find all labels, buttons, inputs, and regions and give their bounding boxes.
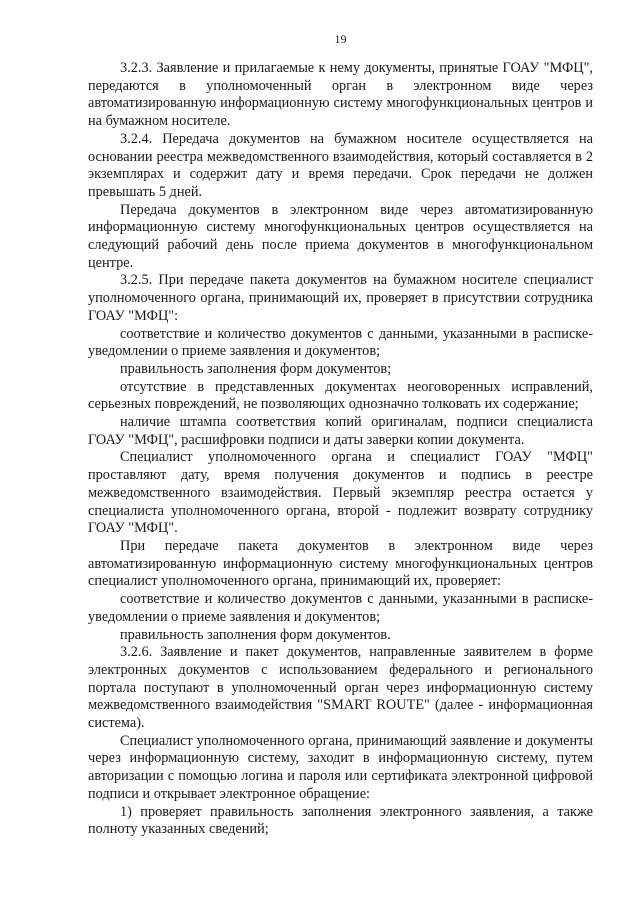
paragraph-3-2-5: 3.2.5. При передаче пакета документов на бумажном носителе специалист уполномоченного органа, принимающий их, проверяет в присутствии сотрудника ГОАУ "МФЦ": (88, 272, 593, 324)
paragraph-3-2-6: 3.2.6. Заявление и пакет документов, направленные заявителем в форме электронных документов с использованием федерального и регионального портала поступают в уполномоченный орган через информационную систему межведомственного взаимодействия "SMART ROUTE" (далее - информационная система). (88, 644, 593, 732)
check-item-forms-filling: правильность заполнения форм документов; (120, 360, 392, 377)
check-item-forms-filling-electronic: правильность заполнения форм документов. (120, 626, 391, 643)
check-item-stamp: наличие штампа соответствия копий оригиналам, подписи специалиста ГОАУ "МФЦ", расшифровки подписи и даты заверки копии документа. (88, 414, 593, 448)
page-number: 19 (334, 32, 347, 46)
paragraph-electronic-transfer: Передача документов в электронном виде через автоматизированную информационную систему многофункциональных центров осуществляется на следующий рабочий день после приема документов в многофункциональном центре. (88, 201, 593, 271)
check-item-no-corrections: отсутствие в представленных документах неоговоренных исправлений, серьезных повреждений, не позволяющих однозначно толковать их содержание; (88, 378, 593, 413)
paragraph-electronic-check: При передаче пакета документов в электронном виде через автоматизированную информационную систему многофункциональных центров специалист уполномоченного органа, принимающий их, проверяет: (88, 537, 593, 590)
paragraph-registry-signing: Специалист уполномоченного органа и специалист ГОАУ "МФЦ" проставляют дату, время получения документов и подпись в реестре межведомственного взаимодействия. Первый экземпляр реестра остается у специалиста уполномоченного органа, второй - подлежит возврату сотруднику ГОАУ "МФЦ". (88, 449, 593, 537)
paragraph-3-2-4: 3.2.4. Передача документов на бумажном носителе осуществляется на основании реестра межведомственного взаимодействия, который составляется в 2 экземплярах и содержит дату и время передачи. Срок передачи не должен превышать 5 дней. (88, 130, 593, 200)
paragraph-specialist-login: Специалист уполномоченного органа, принимающий заявление и документы через информационную систему, заходит в информационную систему, путем авторизации с помощью логина и пароля или сертификата электронной цифровой подписи и открывает электронное обращение: (88, 732, 593, 802)
list-item-1: 1) проверяет правильность заполнения электронного заявления, а также полноту указанных сведений; (88, 803, 593, 838)
check-item-documents-count-electronic: соответствие и количество документов с данными, указанными в расписке-уведомлении о приеме заявления и документов; (88, 591, 593, 625)
paragraph-3-2-3: 3.2.3. Заявление и прилагаемые к нему документы, принятые ГОАУ "МФЦ", передаются в уполномоченный орган в электронном виде через автоматизированную информационную систему многофункциональных центров и на бумажном носителе. (88, 60, 593, 130)
check-item-documents-count: соответствие и количество документов с данными, указанными в расписке-уведомлении о приеме заявления и документов; (88, 325, 593, 360)
